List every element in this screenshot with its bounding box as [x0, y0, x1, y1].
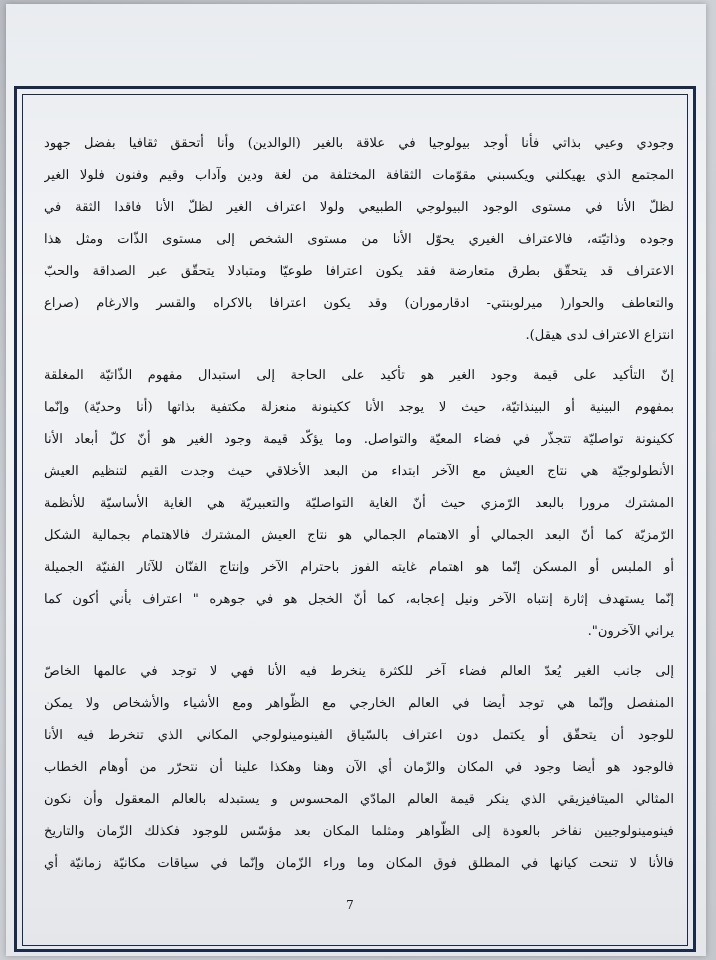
text-line: أو الملبس أو المسكن إنّما هو اهتمام غايته الفوز باحترام الآخر وإنتاج الفنّان للآثار الفنيّة الجميلة: [44, 560, 674, 575]
text-line: وجوده وذاتيّته، فالاعتراف الغيري يحوّل الأنا من مستوى الشخص إلى مستوى الذّات ومثل هذا: [44, 232, 674, 247]
text-line: المجتمع الذي يهيكلني ويكسبني مقوّمات الثقافة المختلفة من لغة ودين وآداب وقيم وفنون فلولا الغير: [44, 168, 674, 183]
text-line: بمفهوم البينية أو البينذاتيّة، حيث لا يوجد الأنا ككينونة منعزلة مكتفية بذاتها (أنا وحديّة) وإنّما: [44, 400, 674, 415]
paragraph-3: [44, 656, 674, 880]
text-line: فالأنا لا تنحت كيانها في المطلق فوق المكان وما وراء الزّمان وإنّما في سياقات مكانيّة زمانيّة أي: [44, 856, 674, 871]
text-line: المنفصل وإنّما هي توجد أيضا في العالم الخارجي مع الظّواهر ومع الأشياء والأشخاص ولا يمكن: [44, 696, 674, 711]
text-line: لظلّ الأنا في مستوى الوجود البيولوجي الطبيعي ولولا اعتراف الغير لظلّ الأنا فاقدا الثقة في: [44, 200, 674, 215]
text-line: الرّمزيّة كما أنّ البعد الجمالي أو الاهتمام الجمالي هو نتاج العيش المشترك فالاهتمام بجمالية الشكل: [44, 528, 674, 543]
text-line: إلى جانب الغير يُعدّ العالم فضاء آخر للكثرة ينخرط فيه الأنا فهي لا توجد في عالمها الخاصّ: [44, 664, 674, 679]
text-line: إنّما يستهدف إثارة إنتباه الآخر ونيل إعجابه، كما أنّ الخجل هو في جوهره " اعتراف بأني أكون كما: [44, 592, 674, 607]
paragraph-1: [44, 128, 674, 352]
text-line: الاعتراف قد يتحقّق بطرق متعارضة فقد يكون اعترافا طوعيّا ومتبادلا يتحقّق عبر الصداقة والحبّ: [44, 264, 674, 279]
paragraph-2: [44, 360, 674, 648]
text-line: المشترك مرورا بالبعد الرّمزي حيث أنّ الغاية التواصليّة والتعبيريّة هي الغاية الأساسيّة للأنظمة: [44, 496, 674, 511]
text-line: المثالي الميتافيزيقي الذي ينكر قيمة العالم المادّي المحسوس و يستبدله بالعالم المعقول وأن نكون: [44, 792, 674, 807]
page-number: 7: [346, 898, 354, 912]
text-line: فينومينولوجيين نفاخر بالعودة إلى الظّواهر ومثلما المكان بعد مؤسّس للوجود فكذلك الزّمان والتاريخ: [44, 824, 674, 839]
text-line: فالوجود هو أيضا وجود في المكان والزّمان أي الآن وهنا وهكذا علينا أن نتحرّر من أوهام الخطاب: [44, 760, 674, 775]
text-line: للوجود أن يتحقّق أو يكتمل دون اعتراف بالسّياق الفينومينولوجي المكاني الذي تنخرط فيه الأنا: [44, 728, 674, 743]
text-line: والتعاطف والحوار( ميرلوبنتي- ادقارموران) وقد يكون اعترافا بالاكراه والقسر والارغام (صراع: [44, 296, 674, 311]
text-line: وجودي وعيي بذاتي فأنا أوجد بيولوجيا في علاقة بالغير (الوالدين) وأنا أتحقق ثقافيا بفضل جهود: [44, 136, 674, 151]
text-line: انتزاع الاعتراف لدى هيقل).: [525, 328, 674, 343]
text-line: ككينونة تواصليّة تتجذّر في فضاء المعيّة والتواصل. وما يؤكّد قيمة وجود الغير هو أنّ كلّ أبعاد الأنا: [44, 432, 674, 447]
text-line: يراني الآخرون".: [587, 624, 674, 639]
body-text: [44, 128, 674, 880]
text-line: الأنطولوجيّة هي نتاج العيش مع الآخر ابتداء من البعد الأخلاقي حيث وجدت القيم لتنظيم العيش: [44, 464, 674, 479]
text-line: إنّ التأكيد على قيمة وجود الغير هو تأكيد على الحاجة إلى استبدال مفهوم الذّاتيّة المغلقة: [44, 368, 674, 383]
